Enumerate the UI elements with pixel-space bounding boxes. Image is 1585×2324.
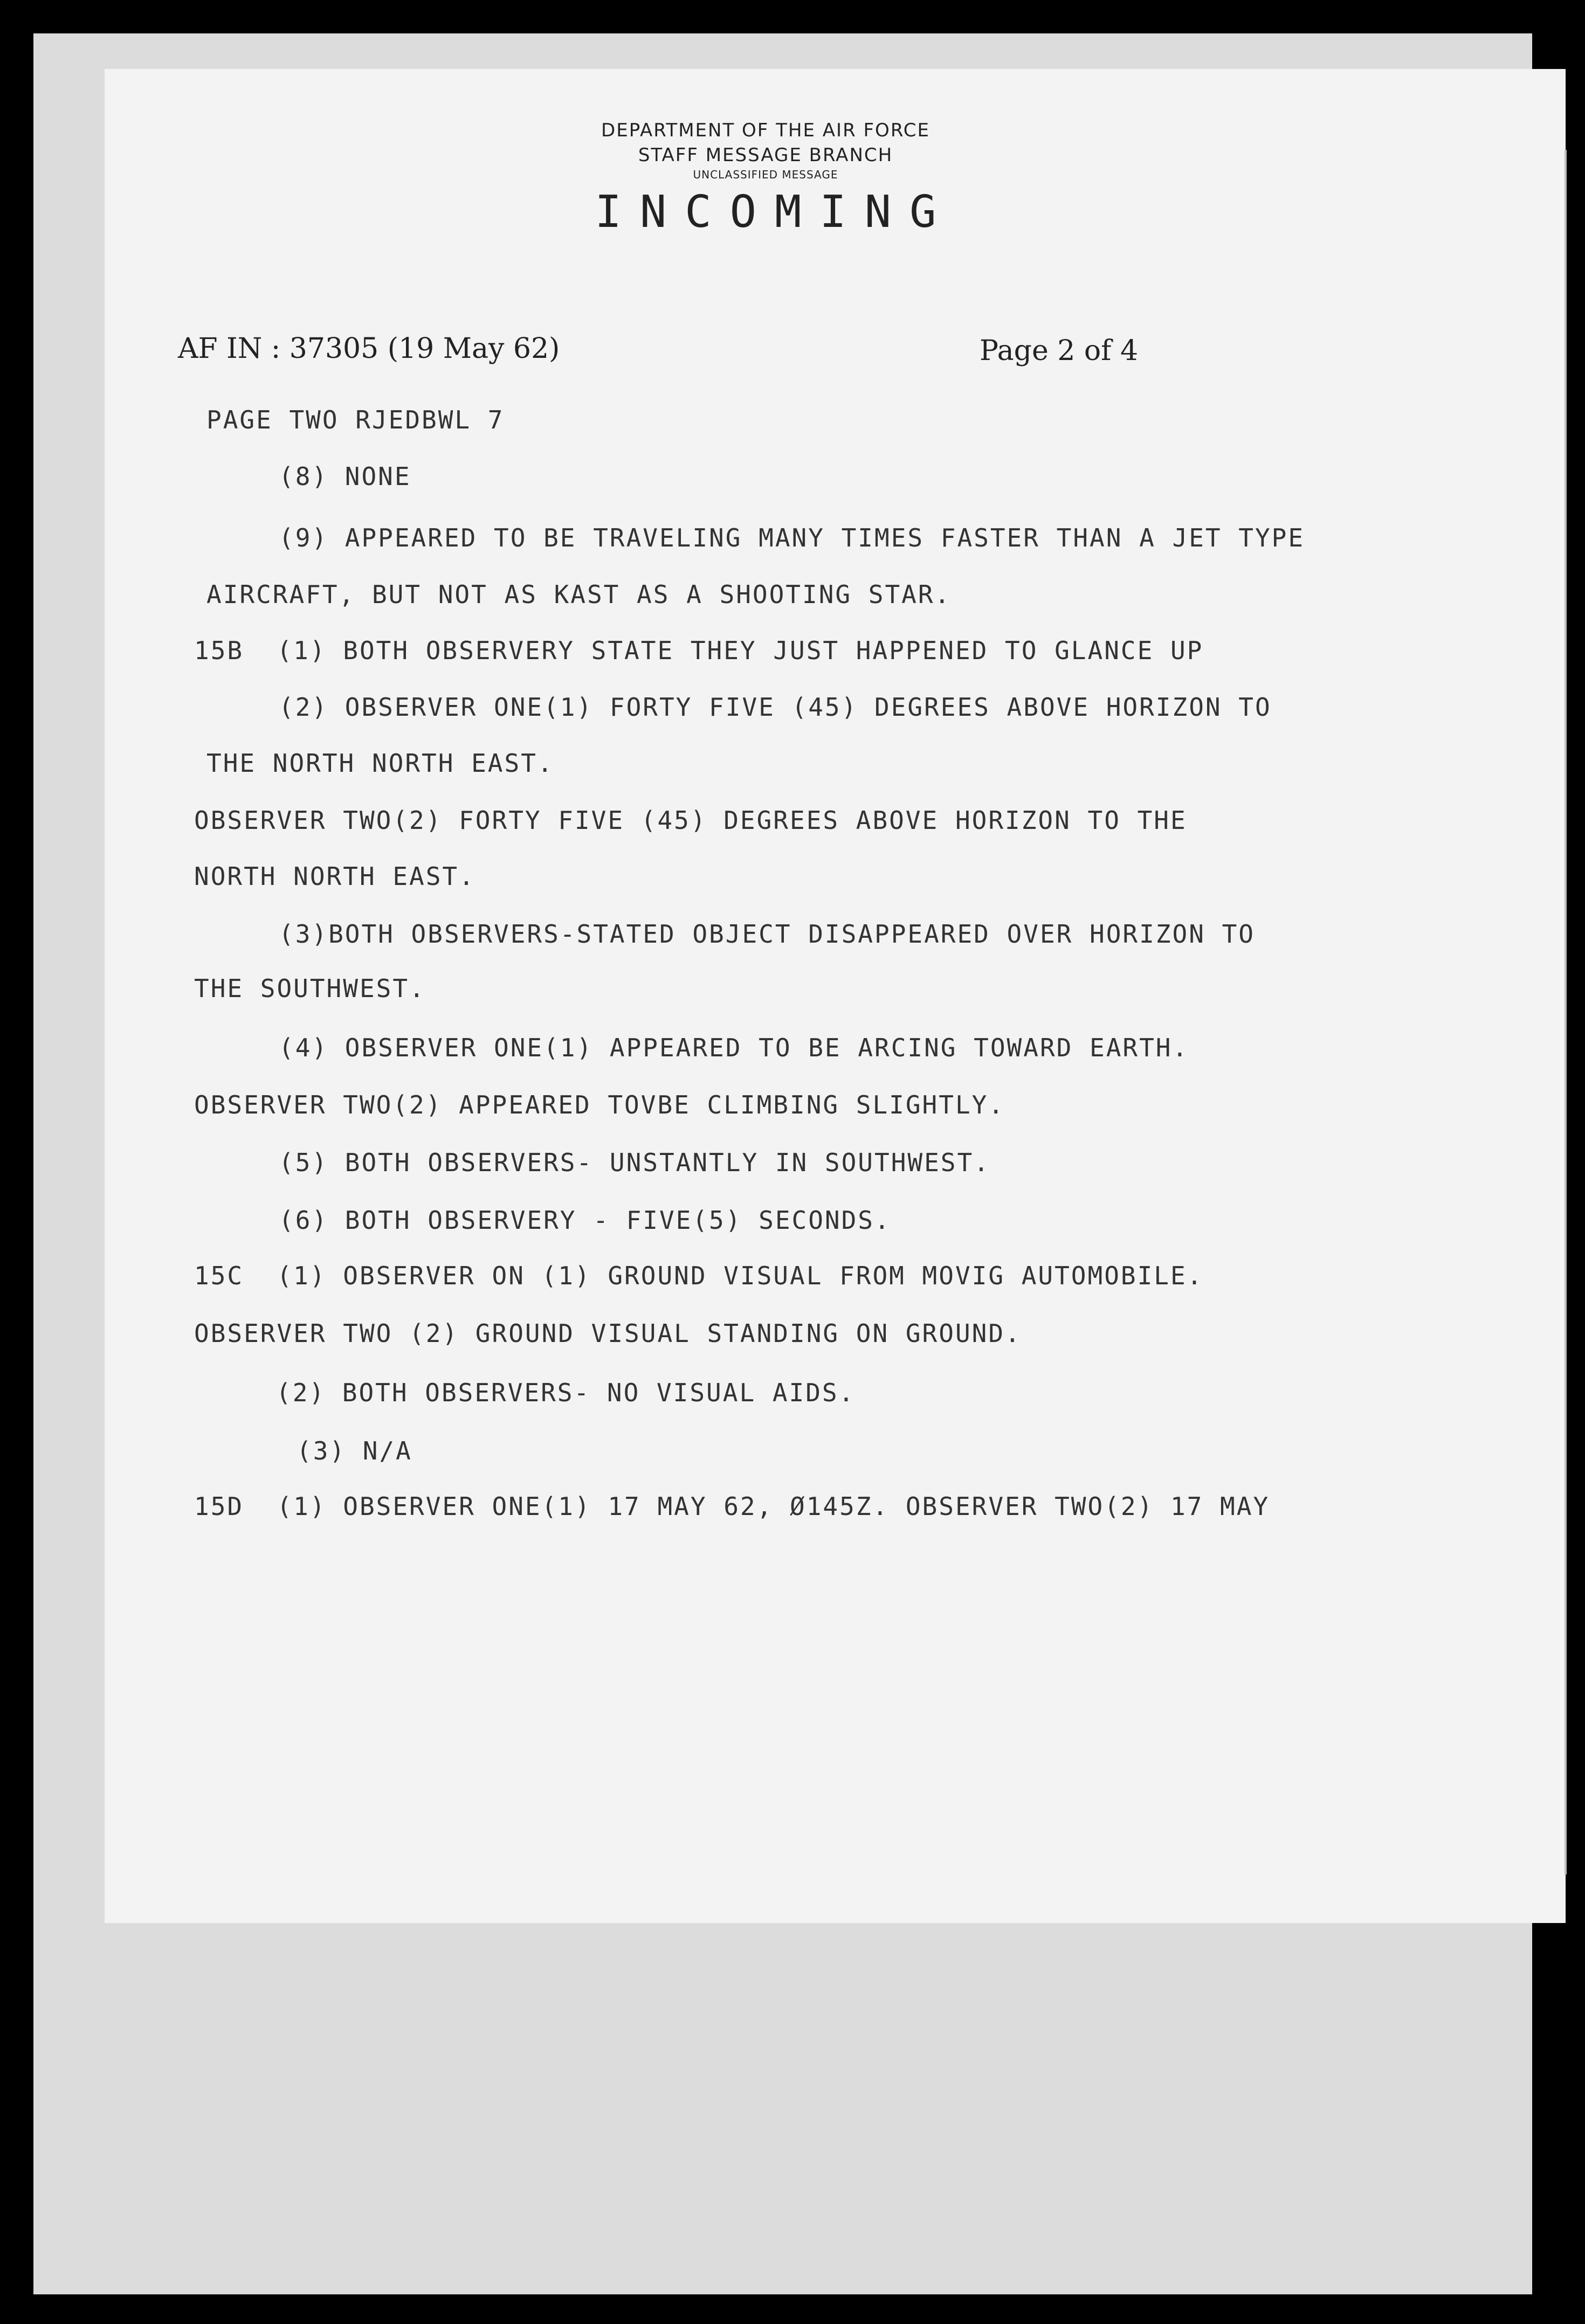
body-line: (9) APPEARED TO BE TRAVELING MANY TIMES FASTER THAN A JET TYPE — [279, 523, 1305, 552]
body-line: NORTH NORTH EAST. — [194, 862, 476, 891]
message-header — [0, 120, 1531, 238]
branch-heading: STAFF MESSAGE BRANCH — [638, 144, 893, 166]
body-line: AIRCRAFT, BUT NOT AS KAST AS A SHOOTING STAR. — [206, 580, 952, 609]
department-heading: DEPARTMENT OF THE AIR FORCE — [601, 120, 930, 141]
body-line: 15D (1) OBSERVER ONE(1) 17 MAY 62, Ø145Z. OBSERVER TWO(2) 17 MAY — [194, 1492, 1270, 1521]
body-line: (2) BOTH OBSERVERS- NO VISUAL AIDS. — [276, 1378, 856, 1407]
body-line: (6) BOTH OBSERVERY - FIVE(5) SECONDS. — [279, 1206, 891, 1235]
page-number: Page 2 of 4 — [980, 335, 1139, 367]
body-line: 15B (1) BOTH OBSERVERY STATE THEY JUST HAPPENED TO GLANCE UP — [194, 636, 1204, 665]
body-line: (5) BOTH OBSERVERS- UNSTANTLY IN SOUTHWEST. — [279, 1148, 990, 1177]
page-edge — [1565, 150, 1567, 1875]
body-line: (4) OBSERVER ONE(1) APPEARED TO BE ARCING TOWARD EARTH. — [279, 1033, 1189, 1062]
body-line: THE NORTH NORTH EAST. — [206, 749, 554, 778]
body-line: OBSERVER TWO(2) APPEARED TOVBE CLIMBING SLIGHTLY. — [194, 1090, 1005, 1119]
body-line: (3) N/A — [297, 1436, 412, 1465]
body-line: (2) OBSERVER ONE(1) FORTY FIVE (45) DEGREES ABOVE HORIZON TO — [279, 693, 1272, 722]
body-line: (8) NONE — [279, 462, 411, 491]
body-line: THE SOUTHWEST. — [194, 974, 426, 1003]
body-line: PAGE TWO RJEDBWL 7 — [206, 405, 505, 434]
body-line: 15C (1) OBSERVER ON (1) GROUND VISUAL FROM MOVIG AUTOMOBILE. — [194, 1261, 1204, 1290]
body-line: OBSERVER TWO(2) FORTY FIVE (45) DEGREES ABOVE HORIZON TO THE — [194, 806, 1187, 835]
body-line: (3)BOTH OBSERVERS-STATED OBJECT DISAPPEARED OVER HORIZON TO — [279, 919, 1255, 949]
body-line: OBSERVER TWO (2) GROUND VISUAL STANDING ON GROUND. — [194, 1319, 1022, 1348]
message-id: AF IN : 37305 (19 May 62) — [178, 333, 560, 365]
classification-heading: UNCLASSIFIED MESSAGE — [693, 168, 838, 181]
page-title: INCOMING — [595, 186, 955, 238]
